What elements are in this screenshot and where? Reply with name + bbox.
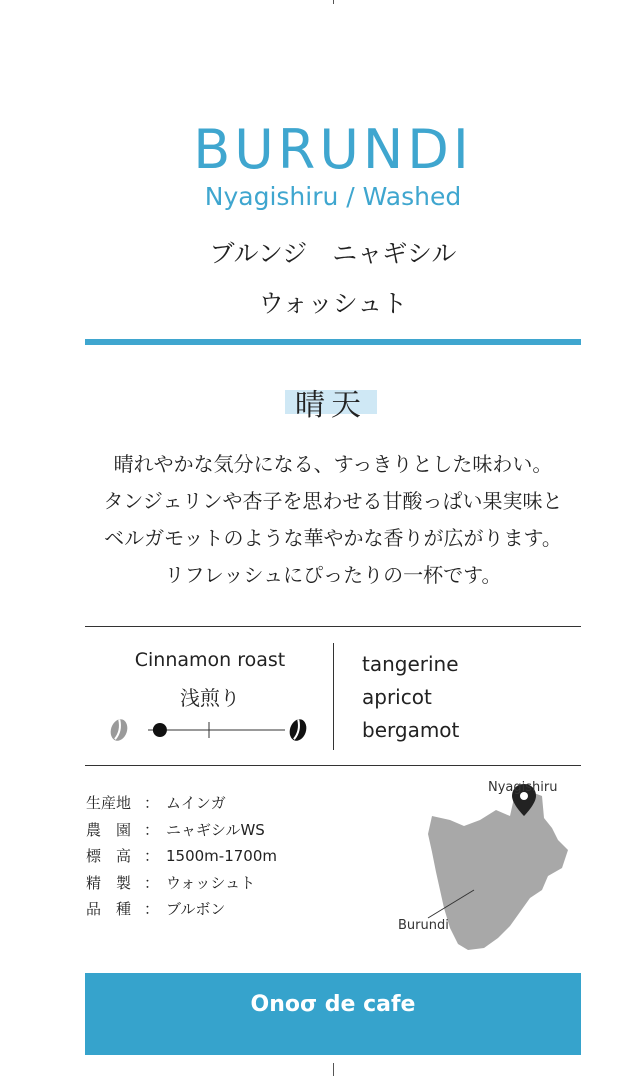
flavor-note: apricot [362,685,432,709]
description-line: 晴れやかな気分になる、すっきりとした味わい。 [113,452,553,476]
roast-label-en: Cinnamon roast [134,649,286,671]
spec-row-origin [86,790,277,817]
spec-list [86,790,277,923]
light-bean-icon [108,717,130,743]
page-subtitle: Nyagishiru / Washed [204,182,462,211]
roast-label-jp: 浅煎り [180,686,240,710]
flavor-note: bergamot [362,718,460,742]
section-divider [85,765,581,766]
flavor-note: tangerine [362,652,459,676]
accent-divider [85,339,581,345]
spec-label: 品 種 [86,900,132,918]
spec-colon: ： [144,820,160,839]
section-divider [85,626,581,627]
jp-name-line2: ウォッシュト [258,289,408,318]
spec-value: ブルボン [166,900,226,918]
cut-mark-top [333,0,334,4]
spec-label: 標 高 [86,847,132,865]
spec-value: ウォッシュト [166,873,256,892]
spec-row-variety [86,896,277,923]
description [0,446,640,594]
footer-banner [85,973,581,1055]
description-line: ベルガモットのような華やかな香りが広がります。 [104,526,562,550]
burundi-map [392,776,582,956]
brand-logo: Onoσ de cafe [250,992,416,1017]
description-line: リフレッシュにぴったりの一杯です。 [164,563,502,587]
roast-level-marker [153,723,167,737]
spec-row-altitude [86,843,277,870]
spec-row-process [86,870,277,897]
badge-label: 晴天 [295,388,367,423]
spec-value: ムインガ [166,794,226,812]
dark-bean-icon [287,717,309,743]
country-outline [428,790,568,950]
page-title: BURUNDI [193,118,473,181]
taste-badge [281,382,381,423]
spec-colon: ： [144,900,160,918]
description-line: タンジェリンや杏子を思わせる甘酸っぱい果実味と [103,489,563,513]
map-label-region: Nyagishiru [488,780,558,795]
roast-scale [108,714,314,746]
spec-colon: ： [144,847,160,865]
spec-label: 精 製 [86,873,132,892]
map-label-country: Burundi [398,918,449,933]
vertical-divider [333,643,334,750]
spec-colon: ： [144,873,160,892]
cut-mark-bottom [333,1063,334,1076]
spec-value: 1500m-1700m [166,847,277,865]
spec-row-farm [86,817,277,844]
spec-label: 農 園 [86,820,132,839]
spec-colon: ： [144,794,160,812]
spec-value: ニャギシルWS [166,820,265,839]
jp-name-line1: ブルンジ ニャギシル [209,239,457,268]
spec-label: 生産地 [86,794,132,812]
flavor-notes [362,648,459,747]
